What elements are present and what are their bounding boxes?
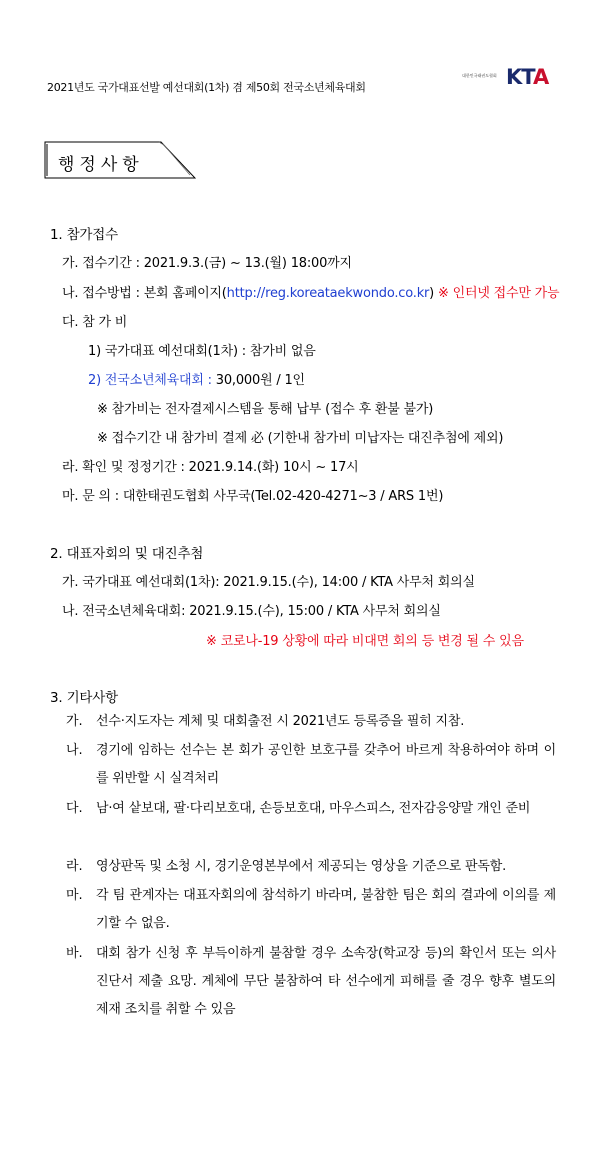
s2-item-b: 나. 전국소년체육대회: 2021.9.15.(수), 15:00 / KTA 사무처 회의실 — [62, 604, 441, 619]
s1-item-b: 나. 접수방법 : 본회 홈페이지(http://reg.koreataekwondo.co.kr) ※ 인터넷 접수만 가능 — [62, 286, 560, 301]
section-title: 행정사항 — [58, 155, 144, 175]
section-1-heading: 1. 참가접수 — [50, 227, 118, 243]
s3-item-label: 가. — [66, 714, 83, 729]
s1-item-c1: 1) 국가대표 예선대회(1차) : 참가비 없음 — [88, 344, 316, 359]
s3-item-label: 다. — [66, 801, 83, 816]
s3-item-label: 마. — [66, 888, 83, 903]
s3-item-label: 라. — [66, 859, 83, 874]
s1-item-a: 가. 접수기간 : 2021.9.3.(금) ~ 13.(월) 18:00까지 — [62, 256, 352, 271]
s3-item-text: 대회 참가 신청 후 부득이하게 불참할 경우 소속장(학교장 등)의 확인서 또는 의사진단서 제출 요망. 계체에 무단 불참하여 타 선수에게 피해를 줄 경우 향후 별도의 제재 조치를 취할 수 있음 — [96, 946, 556, 1017]
s3-item-label: 나. — [66, 743, 83, 758]
section-title-box — [44, 141, 196, 179]
s1-item-e: 마. 문 의 : 대한태권도협회 사무국(Tel.02-420-4271~3 / ARS 1번) — [62, 489, 444, 504]
s1-note-2: ※ 접수기간 내 참가비 결제 必 (기한내 참가비 미납자는 대진추첨에 제외) — [97, 431, 504, 446]
s2-item-a: 가. 국가대표 예선대회(1차): 2021.9.15.(수), 14:00 / KTA 사무처 회의실 — [62, 575, 475, 590]
section-2-heading: 2. 대표자회의 및 대진추첨 — [50, 546, 204, 562]
logo-mark: KTA — [506, 65, 549, 89]
s3-item-text: 영상판독 및 소청 시, 경기운영본부에서 제공되는 영상을 기준으로 판독함. — [96, 859, 507, 874]
s1-item-c2: 2) 전국소년체육대회 : 30,000원 / 1인 — [88, 373, 305, 388]
logo-subtitle: 대한민국태권도협회 — [462, 73, 497, 78]
kta-logo — [462, 66, 552, 88]
s3-item-text: 각 팀 관계자는 대표자회의에 참석하기 바라며, 불참한 팀은 회의 결과에 이의를 제기할 수 없음. — [96, 888, 556, 931]
section-3-heading: 3. 기타사항 — [50, 690, 118, 706]
registration-link[interactable]: http://reg.koreataekwondo.co.kr — [226, 286, 430, 301]
s3-item-text: 선수·지도자는 계체 및 대회출전 시 2021년도 등록증을 필히 지참. — [96, 714, 465, 729]
s1-note-1: ※ 참가비는 전자결제시스템을 통해 납부 (접수 후 환불 불가) — [97, 402, 434, 417]
s2-note: ※ 코로나-19 상황에 따라 비대면 회의 등 변경 될 수 있음 — [206, 634, 524, 649]
s3-item-label: 바. — [66, 946, 83, 961]
s3-item-text: 남·여 샅보대, 팔·다리보호대, 손등보호대, 마우스피스, 전자감응양말 개인 준비 — [96, 801, 531, 816]
s1-item-c: 다. 참 가 비 — [62, 315, 128, 330]
document-header-title: 2021년도 국가대표선발 예선대회(1차) 겸 제50회 전국소년체육대회 — [47, 81, 366, 94]
s1-item-d: 라. 확인 및 정정기간 : 2021.9.14.(화) 10시 ~ 17시 — [62, 460, 359, 475]
s3-item-text: 경기에 임하는 선수는 본 회가 공인한 보호구를 갖추어 바르게 착용하여야 하며 이를 위반할 시 실격처리 — [96, 743, 556, 786]
s1-item-b-note: ※ 인터넷 접수만 가능 — [437, 286, 560, 301]
